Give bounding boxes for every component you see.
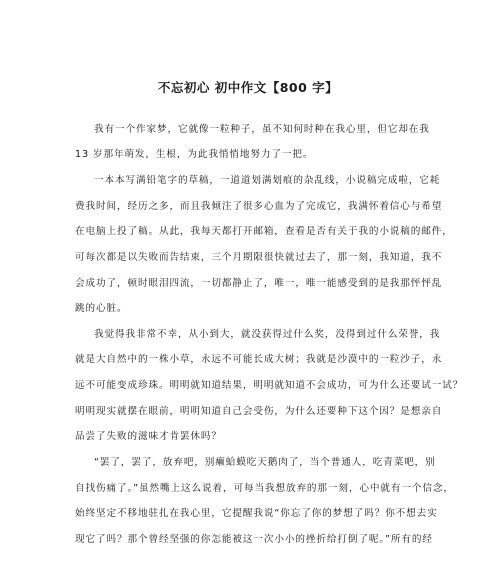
body-line: 费我时间，经历之多，而且我倾注了很多心血为了完成它，我满怀着信心与希望 [75,201,443,212]
body-line: 明明现实就摆在眼前，明明知道自己会受伤，为什么还要种下这个因？是想亲自 [75,406,443,417]
body-line: 我有一个作家梦，它就像一粒种子，虽不知何时种在我心里，但它却在我 [94,124,430,135]
body-line: 跳的心脏。 [75,303,128,314]
document-title: 不忘初心 初中作文【800 字】 [157,80,339,95]
body-line: 自找伤痛了。”虽然嘴上这么说着，可每当我想放弃的那一刻，心中就有一个信念， [75,483,454,494]
body-line: “罢了，罢了，放弃吧，别癞蛤蟆吃天鹅肉了，当个普通人，吃青菜吧，别 [94,457,436,468]
body-line: 我觉得我非常不幸，从小到大，就没获得过什么奖，没得到过什么荣誉，我 [94,329,441,340]
body-line: 现它了吗？那个曾经坚强的你怎能被这一次小小的挫折给打倒了呢。”所有的经 [75,534,433,545]
body-line: 在电脑上投了稿。从此，我每天都打开邮箱，查看是否有关于我的小说稿的邮件， [75,226,453,237]
body-line: 品尝了失败的滋味才肯罢休吗？ [75,431,222,442]
body-line: 始终坚定不移地驻扎在我心里，它提醒我说“你忘了你的梦想了吗？你不想去实 [75,508,438,519]
body-line: 远不可能变成珍珠。明明就知道结果，明明就知道不会成功，可为什么还要试一试？ [75,380,464,391]
body-line: 就是大自然中的一株小草，永远不可能长成大树；我就是沙漠中的一粒沙子，永 [75,354,443,365]
body-line: 会成功了，顿时眼泪四流，一切都静止了，唯一，唯一能感受到的是我那怦怦乱 [75,278,443,289]
body-line: 可每次都是以失败而告结束，三个月期限很快就过去了，那一刻，我知道，我不 [75,252,443,263]
body-line: 13 岁那年萌发，生根，为此我悄悄地努力了一把。 [75,149,314,160]
body-line: 一本本写满铅笔字的草稿，一道道划满划痕的杂乱线，小说稿完成啦，它耗 [94,175,441,186]
